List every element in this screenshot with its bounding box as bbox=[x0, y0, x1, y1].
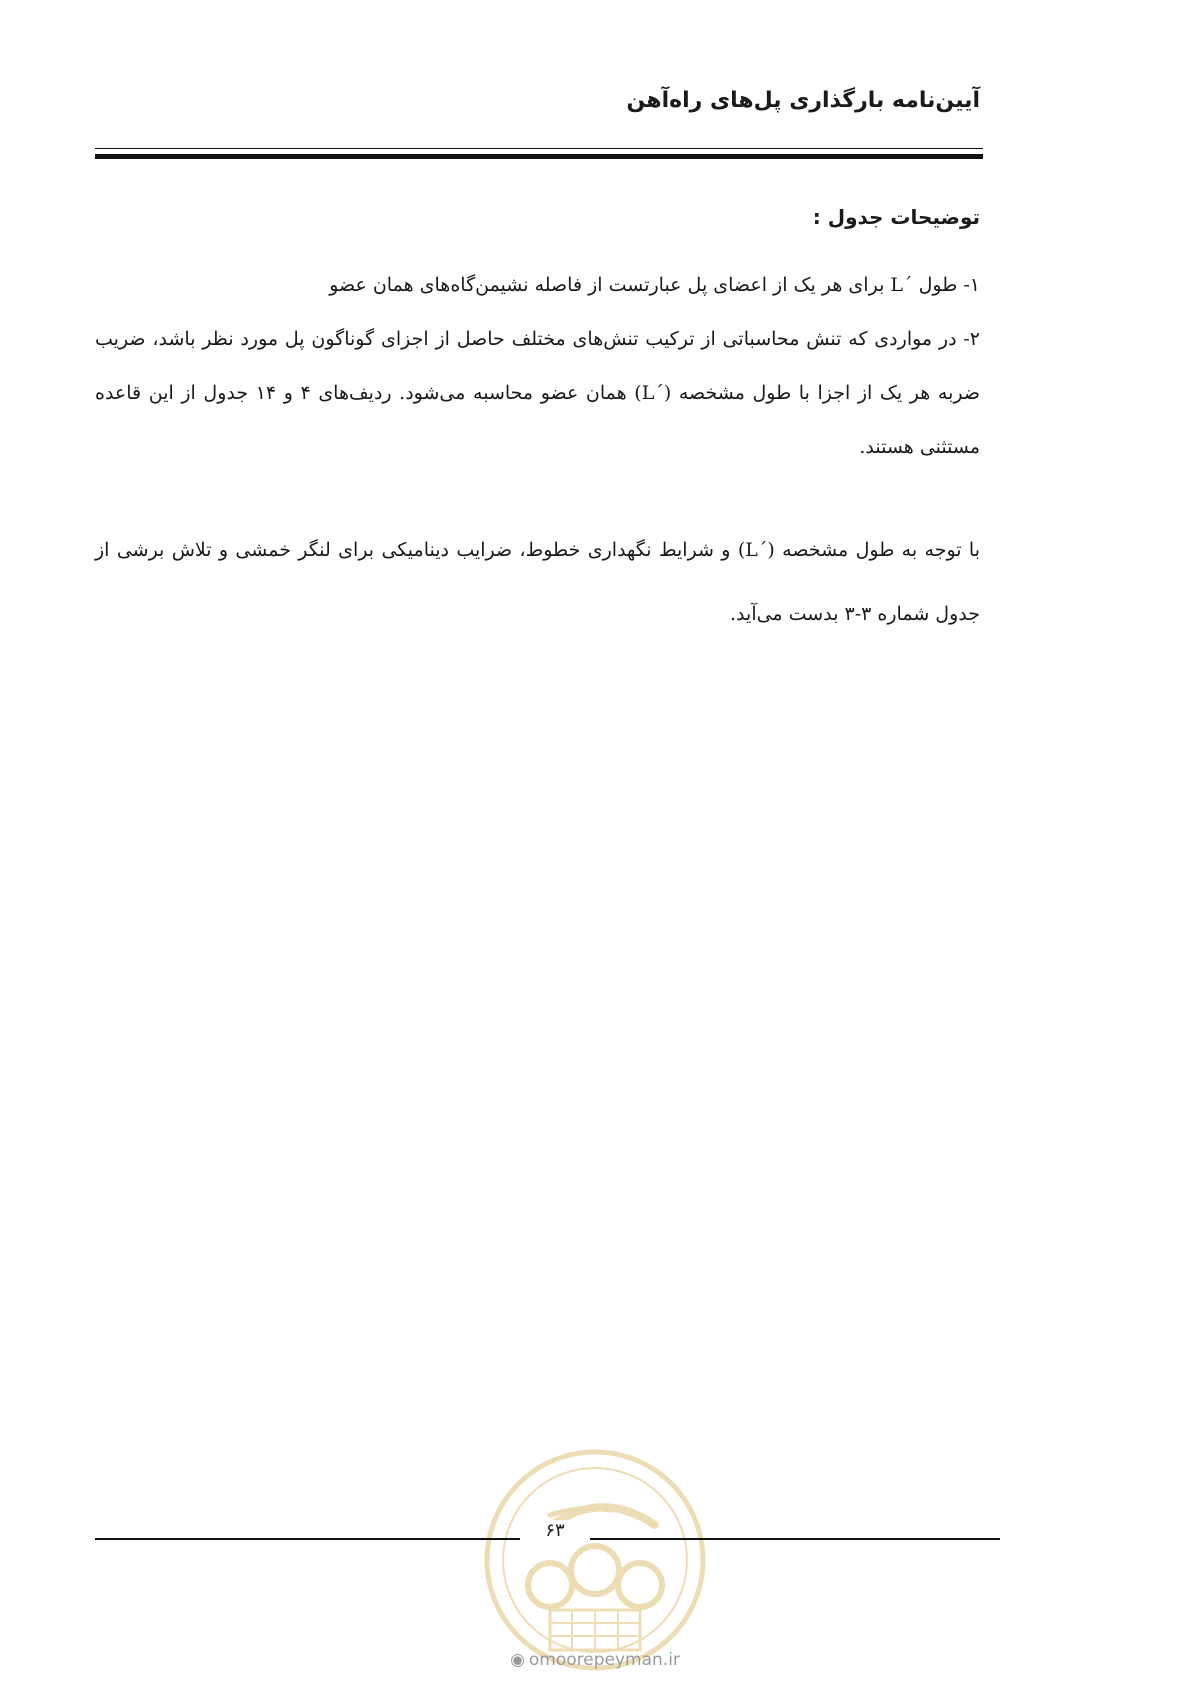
header-rule-thin bbox=[95, 148, 983, 149]
page-number: ۶۳ bbox=[520, 1520, 590, 1541]
running-header-title: آیین‌نامه بارگذاری پل‌های راه‌آهن bbox=[626, 88, 980, 113]
site-watermark-text: omoorepeyman.ir bbox=[528, 1650, 680, 1670]
body-paragraph bbox=[95, 518, 980, 646]
table-notes bbox=[95, 258, 980, 474]
header-rule-thick bbox=[95, 154, 983, 159]
publisher-seal-watermark bbox=[480, 1445, 710, 1675]
site-watermark bbox=[0, 1650, 1190, 1670]
section-heading: توضیحات جدول : bbox=[812, 205, 980, 229]
note-item: ۲- در مواردی که تنش محاسباتی از ترکیب تنش‌های مختلف حاصل از اجزای گوناگون پل مورد نظر باشد، ضریب ضربه هر یک از اجزا با طول مشخصه (´L) همان عضو محاسبه می‌شود. ردیف‌های ۴ و ۱۴ جدول از این قاعده مستثنی هستند. bbox=[95, 328, 980, 458]
note-item: ۱- طول ´L برای هر یک از اعضای پل عبارتست از فاصله نشیمن‌گاه‌های همان عضو bbox=[329, 274, 980, 296]
paragraph-text: با توجه به طول مشخصه (´L) و شرایط نگهداری خطوط، ضرایب دینامیکی برای لنگر خمشی و تلاش برشی از جدول شماره ۳-۳ بدست می‌آید. bbox=[95, 539, 980, 625]
globe-icon: ◉ bbox=[510, 1650, 525, 1670]
